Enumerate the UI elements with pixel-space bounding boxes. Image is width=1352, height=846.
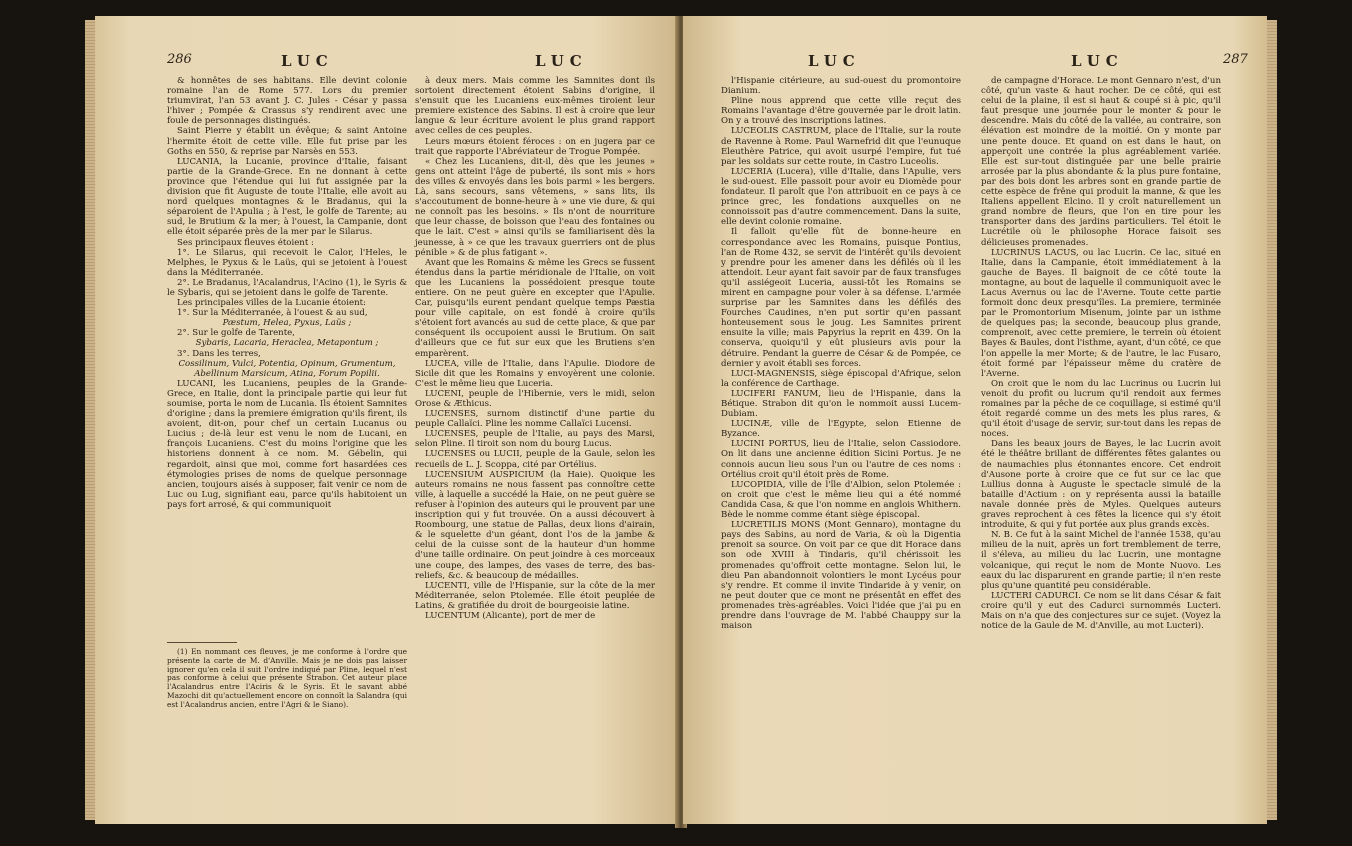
left-column-1 [167,76,407,510]
paragraph: 2°. Le Bradanus, l'Acalandrus, l'Acino (1), le Syris & le Sybaris, qui se jetoient dans le golfe de Tarente. [167,277,407,298]
paragraph: LUCENTUM (Alicante), port de mer de [425,610,596,621]
paragraph: LUCI-MAGNENSIS, siège épiscopal d'Afrique, selon la conférence de Carthage. [721,368,961,389]
paragraph: LUCRETILIS MONS (Mont Gennaro), montagne du pays des Sabins, au nord de Varia, & où la Digentia prenoit sa source. On voit par ce que dit Horace dans son ode XVIII à Tindaris, qu'il chérissoit les promenades qu'offroit cette montagne. Selon lui, le dieu Pan abandonnoit volontiers le mont Lycéus pour s'y rendre. Et comme il invite Tindaride à y venir, on ne peut douter que ce mont ne présentât en effet des promenades très-agréables. Voici l'idée que j'ai pu en prendre dans l'ouvrage de M. l'abbé Chauppy sur la maison [721,520,961,632]
paragraph: LUCINÆ, ville de l'Egypte, selon Etienne de Byzance. [721,419,961,440]
paragraph: LUCENTI, ville de l'Hispanie, sur la côte de la mer Méditerranée, selon Ptolemée. Elle étoit peuplée de Latins, & gratifiée du droit de bourgeoisie latine. [415,580,655,611]
paragraph: de campagne d'Horace. Le mont Gennaro n'est, d'un côté, qu'un vaste & haut rocher. De ce côté, qui est celui de la plaine, il est si haut & coupé si à pic, qu'il faut presque une journée pour le monter & pour le descendre. Mais du côté de la vallée, au contraire, son élévation est moindre de la moitié. On y monte par une pente douce. Et quand on est dans le haut, on apperçoit une contrée la plus agréablement variée. Elle est sur-tout distinguée par une belle prairie arrosée par la plus abondante & la plus pure fontaine, par des bois dont les arbres sont en grande partie de cette espèce de frêne qui produit la manne, & que les Italiens appellent Elcino. Il y croît naturellement un grand nombre de fleurs, que l'on en tire pour les transporter dans des jardins particuliers. Tel étoit le Lucrétile où le philosophe Horace faisoit ses délicieuses promenades. [981,76,1221,248]
paragraph: LUCEOLIS CASTRUM, place de l'Italie, sur la route de Ravenne à Rome. Paul Warnefrid dit que l'eunuque Eleuthère Patrice, qui avoit usurpé l'empire, fut tué par les soldats sur cette route, in Castro Luceolis. [721,126,961,167]
paragraph: & honnêtes de ses habitans. Elle devint colonie romaine l'an de Rome 577. Lors du premier triumvirat, l'an 53 avant J. C. Jules - César y passa l'hiver ; Pompée & Crassus s'y rendirent avec une foule de personnages distingués. [167,76,407,127]
paragraph: LUCIFERI FANUM, lieu de l'Hispanie, dans la Bétique. Strabon dit qu'on le nommoit aussi Lucem-Dubiam. [721,388,961,420]
paragraph: LUCINI PORTUS, lieu de l'Italie, selon Cassiodore. On lit dans une ancienne édition Sicini Portus. Je ne connois aucun lieu sous l'un ou l'autre de ces noms : Ortélius croit qu'il étoit près de Rome. [721,439,961,480]
paragraph: 1°. Le Silarus, qui recevoit le Calor, l'Heles, le Melphes, le Pyxus & le Laüs, qui se jetoient à l'ouest dans la Méditerranée. [167,247,407,278]
paragraph: LUCRINUS LACUS, ou lac Lucrin. Ce lac, situé en Italie, dans la Campanie, étoit immédiatement à la gauche de Bayes. Il baignoit de ce côté toute la montagne, au bout de laquelle il communiquoit avec le Lacus Avernus ou lac de l'Averne. Toute cette partie formoit donc deux presqu'îles. La premiere, terminée par le Promontorium Misenum, jointe par un isthme de quelques pas; la seconde, beaucoup plus grande, comprenoit, avec cette premiere, le terrein où étoient Bayes & Baules, dont l'isthme, ayant, d'un côté, ce que l'on appelle la mer Morte; & de l'autre, le lac Fusaro, étoit formé par l'épaisseur même du cratère de l'Averne. [981,247,1221,379]
paragraph: 3°. Dans les terres, [177,348,261,359]
paragraph: à deux mers. Mais comme les Samnites dont ils sortoient directement étoient Sabins d'origine, il s'ensuit que les Lucaniens eux-mêmes tiroient leur premiere existence des Sabins. Il est à croire que leur langue & leur écriture avoient le plus grand rapport avec celles de ces peuples. [415,76,655,137]
paragraph: l'Hispanie citérieure, au sud-ouest du promontoire Dianium. [721,76,961,97]
right-page-edge [1267,20,1277,820]
paragraph: Pline nous apprend que cette ville reçut des Romains l'avantage d'être gouvernée par le droit latin. On y a trouvé des inscriptions latines. [721,96,961,127]
left-col1-header: LUC [281,52,334,70]
paragraph: 1°. Sur la Méditerranée, à l'ouest & au sud, [177,308,368,319]
paragraph: LUCENSES, surnom distinctif d'une partie du peuple Callaïci. Pline les nomme Callaïci Lucensi. [415,409,655,430]
paragraph: Les principales villes de la Lucanie étoient: [177,298,366,309]
paragraph: Cossilinum, Vulci, Potentia, Opinum, Grumentum, Abellinum Marsicum, Atina, Forum Popilii. [178,358,396,379]
right-col1-header: LUC [808,52,861,70]
paragraph: Saint Pierre y établit un évêque; & saint Antoine l'hermite étoit de cette ville. Elle fut prise par les Goths en 550, & reprise par Narsès en 553. [167,126,407,157]
left-column-2 [415,76,655,621]
paragraph: LUCENSIUM AUSPICIUM (la Haie). Quoique les auteurs romains ne nous fassent pas connoître cette ville, à laquelle a succédé la Haie, on ne peut guère se refuser à l'opinion des auteurs qui le prouvent par une inscription qui y fut trouvée. On a aussi découvert à Roombourg, une statue de Pallas, deux lions d'airain, & le squelette d'un géant, dont l'os de la jambe & celui de la cuisse sont de la hauteur d'un homme d'une taille ordinaire. On peut joindre à ces morceaux une coupe, des lampes, des vases de terre, des bas-reliefs, &c. & beaucoup de médailles. [415,469,655,581]
paragraph: LUCENSES, peuple de l'Italie, au pays des Marsi, selon Pline. Il tiroit son nom du bourg Lucus. [415,429,655,450]
paragraph: LUCENI, peuple de l'Hibernie, vers le midi, selon Orose & Æthicus. [415,388,655,409]
paragraph: On croit que le nom du lac Lucrinus ou Lucrin lui venoit du profit ou lucrum qu'il rendoit aux fermes romaines par la pêche de ce coquillage, si estimé qu'il étoit regardé comme un des mets les plus rares, & qu'il étoit d'usage de servir, sur-tout dans les repas de noces. [981,378,1221,440]
paragraph: Avant que les Romains & même les Grecs se fussent étendus dans la partie méridionale de l'Italie, on voit que les Lucaniens la possédoient presque toute entiere. On ne peut guère en excepter que l'Apulie. Car, puisqu'ils eurent pendant quelque temps Pæstia pour ville capitale, on est fondé à croire qu'ils s'étoient fort avancés au sud de cette place, & que par conséquent ils occupoient aussi le Brutium. On sait d'ailleurs que ce fut sur eux que les Brutiens s'en emparèrent. [415,257,655,359]
paragraph: LUCENSES ou LUCII, peuple de la Gaule, selon les recueils de L. J. Scoppa, cité par Ortélius. [415,449,655,470]
right-page-number: 287 [1223,52,1248,67]
paragraph: LUCTERI CADURCI. Ce nom se lit dans César & fait croire qu'il y eut des Cadurci surnommés Lucteri. Mais on n'a que des conjectures sur ce sujet. (Voyez la notice de la Gaule de M. d'Anville, au mot Lucteri). [981,590,1221,632]
paragraph: LUCANI, les Lucaniens, peuples de la Grande-Grece, en Italie, dont la principale partie qui leur fut soumise, porta le nom de Lucania. Ils étoient Samnites d'origine ; dans la premiere émigration qu'ils firent, ils avoient, dit-on, pour chef un certain Lucanus ou Lucius ; de-là leur est venu le nom de Lucani, en françois Lucaniens. C'est du moins l'origine que les historiens donnent à ce nom. M. Gébelin, qui regardoit, ainsi que moi, comme fort hasardées ces étymologies prises de noms de quelque personnage ancien, toujours aisés à supposer, fait venir ce nom de Luc ou Lug, signifiant eau, parce qu'ils habitoient un pays fort arrosé, & qui communiquoit [167,378,407,510]
left-page-number: 286 [167,52,192,67]
paragraph: Ses principaux fleuves étoient : [177,237,314,248]
paragraph: 2°. Sur le golfe de Tarente, [177,328,295,339]
paragraph: LUCOPIDIA, ville de l'île d'Albion, selon Ptolemée : on croit que c'est le même lieu qui a été nommé Candida Casa, & que l'on nomme en anglois Whithern. Bède le nomme comme étant siège épiscopal. [721,479,961,521]
right-col2-header: LUC [1071,52,1124,70]
paragraph: LUCANIA, la Lucanie, province d'Italie, faisant partie de la Grande-Grece. En ne donnant à cette province que l'étendue qui lui fut assignée par la division que fit Auguste de toute l'Italie, elle avoit au nord quelques montagnes & le Bradanus, qui la séparoient de l'Apulia ; à l'est, le golfe de Tarente; au sud, le Brutium & la mer; à l'ouest, la Campanie, dont elle étoit séparée près de la mer par le Silarus. [167,156,407,238]
paragraph: Pæstum, Helea, Pyxus, Laüs ; [222,318,352,329]
paragraph: Il falloit qu'elle fût de bonne-heure en correspondance avec les Romains, puisque Pontius, l'an de Rome 432, se servit de l'intérêt qu'ils devoient y prendre pour les amener dans les défilés où il les attendoit. Leur ayant fait savoir par de faux transfuges qu'il assiégeoit Luceria, aussi-tôt les Romains se mirent en campagne pour voler à sa défense. L'armée surprise par les Samnites dans les défilés des Fourches Caudines, n'en put sortir qu'en passant honteusement sous le joug. Les Samnites prirent ensuite la ville; mais Papyrius la reprit en 439. On la conserva, quoiqu'il y eût plusieurs avis pour la détruire. Pendant la guerre de César & de Pompée, ce dernier y avoit établi ses forces. [721,227,961,369]
left-footnote [167,648,407,710]
paragraph: LUCERIA (Lucera), ville d'Italie, dans l'Apulie, vers le sud-ouest. Elle passoit pour avoir eu Diomède pour fondateur. Il paroît que l'on attribuoit en ce pays à ce prince grec, les fondations auxquelles on ne connoissoit pas d'autre commencement. Dans la suite, elle devint colonie romaine. [721,166,961,228]
footnote-text: (1) En nommant ces fleuves, je me conforme à l'ordre que présente la carte de M. d'Anville. Mais je ne dois pas laisser ignorer qu'en cela il suit l'ordre indiqué par Pline, lequel n'est pas conforme à celui que présente Strabon. Cet auteur place l'Acalandrus entre l'Aciris & le Syris. Et le savant abbé Mazochi dit qu'actuellement encore on connoît la Salandra (qui est l'Acalandrus ancien, entre l'Agri & le Siano). [167,647,407,709]
paragraph: LUCEA, ville de l'Italie, dans l'Apulie. Diodore de Sicile dit que les Romains y envoyèrent une colonie. C'est le même lieu que Luceria. [415,358,655,389]
paragraph: Sybaris, Lacaria, Heraclea, Metapontum ; [195,338,379,349]
left-col2-header: LUC [535,52,588,70]
open-book [95,16,1267,830]
left-page-edge [85,20,95,820]
paragraph: N. B. Ce fut à la saint Michel de l'année 1538, qu'au milieu de la nuit, après un fort tremblement de terre, il s'éleva, au milieu du lac Lucrin, une montagne volcanique, qui reçut le nom de Monte Nuovo. Les eaux du lac disparurent en grande partie; il n'en reste plus qu'une quantité peu considérable. [981,530,1221,591]
left-page [95,16,679,824]
right-page [683,16,1267,824]
right-column-1 [721,76,961,631]
footnote-rule [167,642,237,643]
paragraph: Leurs mœurs étoient féroces : on en jugera par ce trait que rapporte l'Abréviateur de Trogue Pompée. [415,136,655,157]
right-column-2 [981,76,1221,631]
paragraph: Dans les beaux jours de Bayes, le lac Lucrin avoit été le théâtre brillant de différentes fêtes galantes ou de naumachies plus étonnantes encore. Cet endroit d'Ausone porte à croire que ce fut sur ce lac que Lullius donna à Auguste le spectacle simulé de la bataille d'Actium : on y représenta aussi la bataille navale donnée près de Myles. Quelques auteurs graves reprochent à ces fêtes la licence qui s'y étoit introduite, & qui y fut portée aux plus grands excès. [981,439,1221,531]
paragraph: « Chez les Lucaniens, dit-il, dès que les jeunes » gens ont atteint l'âge de puberté, ils sont mis » hors des villes & envoyés dans les bois parmi » les bergers. Là, sans secours, sans vêtemens, » sans lits, ils s'accoutument de bonne-heure à » une vie dure, & qui ne connoît pas les besoins. » Ils n'ont de nourriture que leur chasse, de boisson que l'eau des fontaines ou que le lait. C'est » ainsi qu'ils se familiarisent dès la jeunesse, à » ce que les travaux guerriers ont de plus pénible » & de plus fatigant ». [415,156,655,258]
